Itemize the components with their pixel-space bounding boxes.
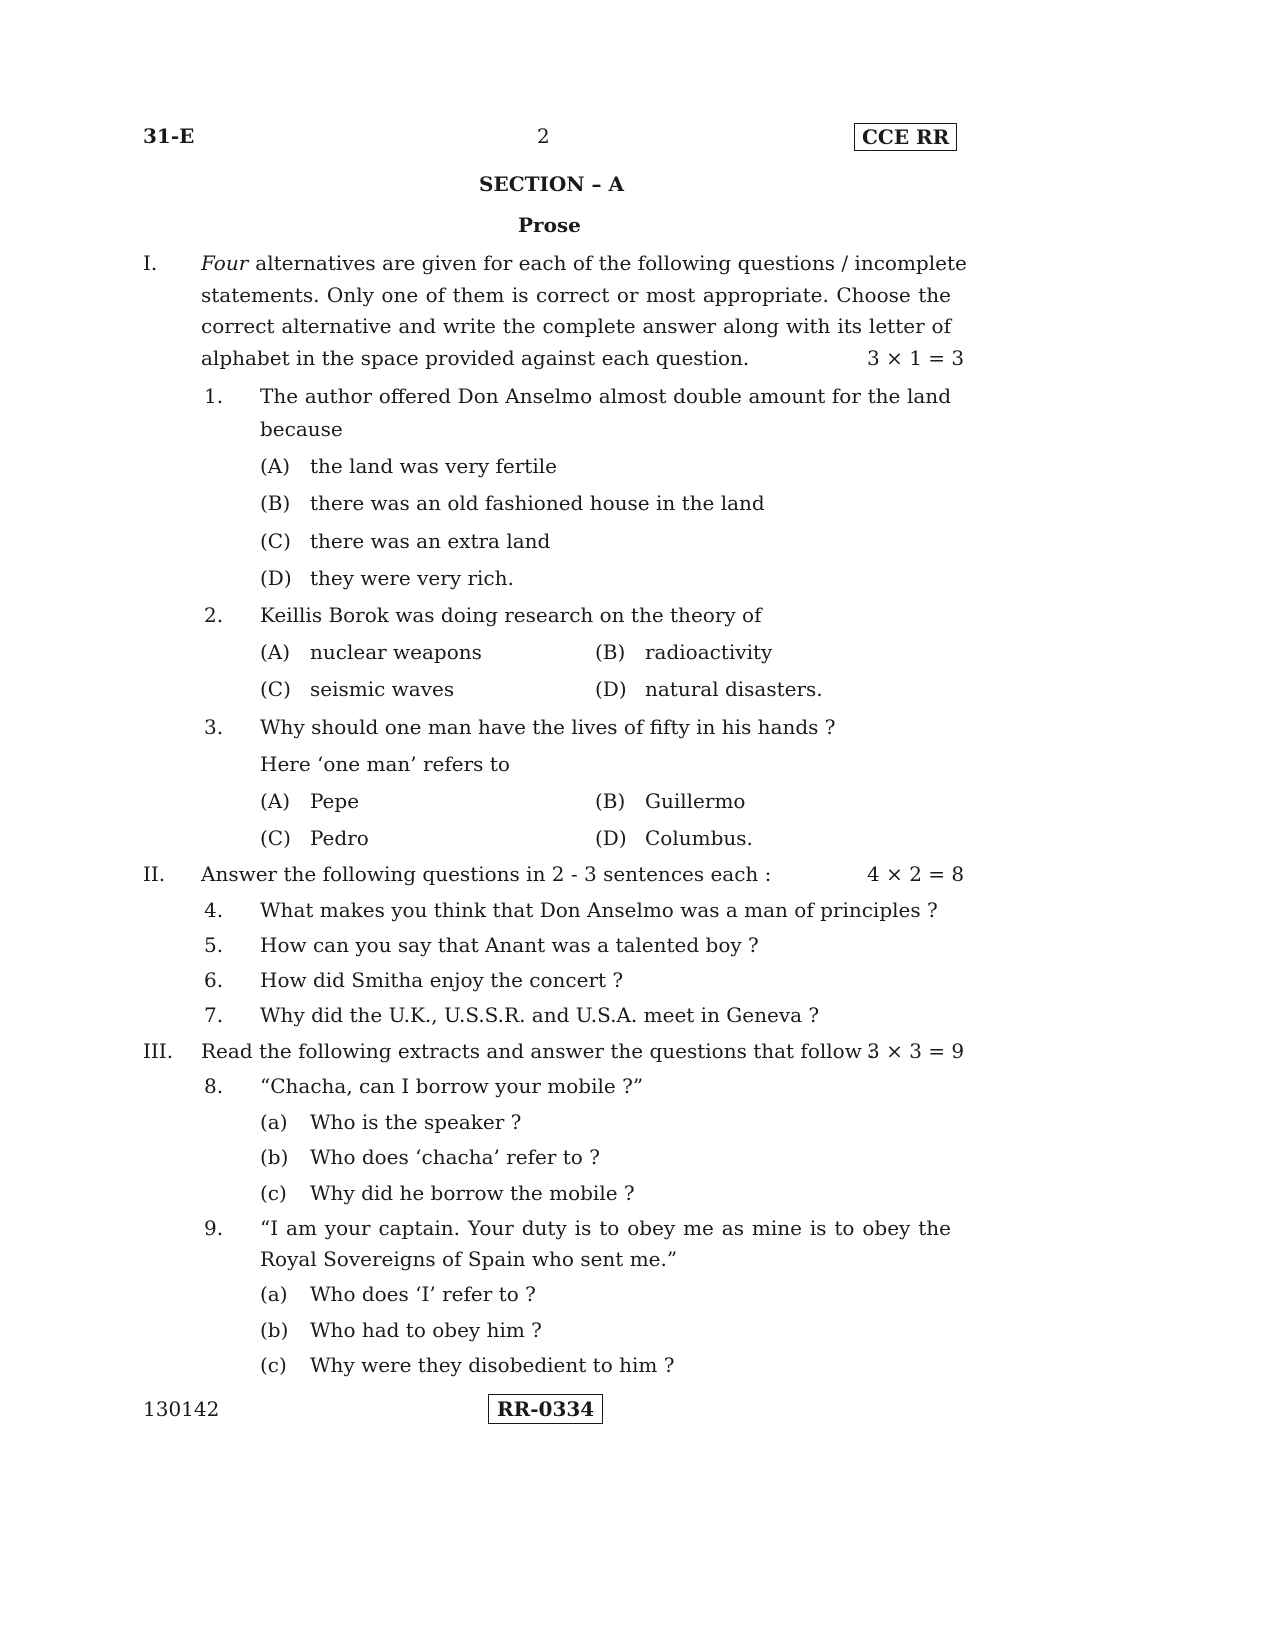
subquestion-text: Who had to obey him ? [310, 1318, 542, 1342]
question-number: 5. [204, 933, 224, 957]
instruction-text: Read the following extracts and answer the questions that follow : [201, 1039, 875, 1063]
part-numeral: I. [143, 251, 158, 275]
question-text: How can you say that Anant was a talented boy ? [260, 933, 759, 957]
subquestion-label: (a) [260, 1282, 288, 1306]
subquestion-label: (b) [260, 1145, 289, 1169]
footer-code: RR-0334 [488, 1394, 603, 1424]
extract-text: “Chacha, can I borrow your mobile ?” [260, 1074, 644, 1098]
series-label: CCE RR [854, 123, 957, 151]
option-text: Pedro [310, 826, 369, 850]
option-text: Guillermo [645, 789, 746, 813]
instruction-text: alternatives are given for each of the following questions / incomplete [255, 251, 967, 275]
extract-text: Royal Sovereigns of Spain who sent me.” [260, 1247, 678, 1271]
option-text: Pepe [310, 789, 360, 813]
question-number: 3. [204, 715, 224, 739]
question-text: What makes you think that Don Anselmo was a man of principles ? [260, 898, 938, 922]
option-text: radioactivity [645, 640, 773, 664]
question-number: 8. [204, 1074, 224, 1098]
question-text: because [260, 417, 343, 441]
marks: 4 × 2 = 8 [867, 862, 965, 886]
question-text: Keillis Borok was doing research on the theory of [260, 603, 762, 627]
option-label: (D) [260, 566, 292, 590]
option-label: (D) [595, 677, 627, 701]
instruction-line: statements. Only one of them is correct or most appropriate. Choose the [201, 283, 951, 307]
question-text: How did Smitha enjoy the concert ? [260, 968, 624, 992]
footer-number: 130142 [143, 1397, 220, 1421]
option-label: (D) [595, 826, 627, 850]
option-text: the land was very fertile [310, 454, 557, 478]
question-number: 2. [204, 603, 224, 627]
instruction-line: correct alternative and write the complete answer along with its letter of [201, 314, 951, 338]
option-text: Columbus. [645, 826, 753, 850]
option-label: (C) [260, 529, 291, 553]
option-label: (A) [260, 454, 291, 478]
page-number: 2 [537, 124, 550, 148]
option-text: nuclear weapons [310, 640, 482, 664]
subquestion-text: Who does ‘chacha’ refer to ? [310, 1145, 600, 1169]
subquestion-text: Why were they disobedient to him ? [310, 1353, 675, 1377]
option-label: (A) [260, 789, 291, 813]
subquestion-text: Why did he borrow the mobile ? [310, 1181, 635, 1205]
question-number: 1. [204, 384, 224, 408]
option-text: natural disasters. [645, 677, 823, 701]
question-number: 4. [204, 898, 224, 922]
option-label: (A) [260, 640, 291, 664]
question-number: 9. [204, 1216, 224, 1240]
option-label: (B) [595, 789, 626, 813]
option-text: seismic waves [310, 677, 455, 701]
subquestion-label: (a) [260, 1110, 288, 1134]
subquestion-label: (c) [260, 1181, 287, 1205]
instruction-line: alphabet in the space provided against each question. [201, 346, 750, 370]
section-title: SECTION – A [479, 172, 624, 196]
question-text: Why should one man have the lives of fifty in his hands ? [260, 715, 836, 739]
subquestion-text: Who is the speaker ? [310, 1110, 522, 1134]
option-label: (B) [595, 640, 626, 664]
part-numeral: II. [143, 862, 166, 886]
instruction-emphasis: Four [201, 251, 249, 275]
paper-code: 31-E [143, 124, 195, 148]
extract-text: “I am your captain. Your duty is to obey me as mine is to obey the [260, 1216, 951, 1240]
question-text: Why did the U.K., U.S.S.R. and U.S.A. meet in Geneva ? [260, 1003, 820, 1027]
option-label: (C) [260, 677, 291, 701]
subquestion-label: (b) [260, 1318, 289, 1342]
marks: 3 × 3 = 9 [867, 1039, 965, 1063]
question-number: 7. [204, 1003, 224, 1027]
option-text: they were very rich. [310, 566, 514, 590]
question-number: 6. [204, 968, 224, 992]
subquestion-text: Who does ‘I’ refer to ? [310, 1282, 536, 1306]
subquestion-label: (c) [260, 1353, 287, 1377]
question-subtext: Here ‘one man’ refers to [260, 752, 510, 776]
option-label: (B) [260, 491, 291, 515]
option-text: there was an extra land [310, 529, 551, 553]
part-numeral: III. [143, 1039, 174, 1063]
marks: 3 × 1 = 3 [867, 346, 965, 370]
option-text: there was an old fashioned house in the land [310, 491, 765, 515]
instruction-text: Answer the following questions in 2 - 3 sentences each : [201, 862, 772, 886]
option-label: (C) [260, 826, 291, 850]
question-text: The author offered Don Anselmo almost double amount for the land [260, 384, 951, 408]
section-subtitle: Prose [518, 213, 581, 237]
instruction-line [201, 251, 967, 275]
